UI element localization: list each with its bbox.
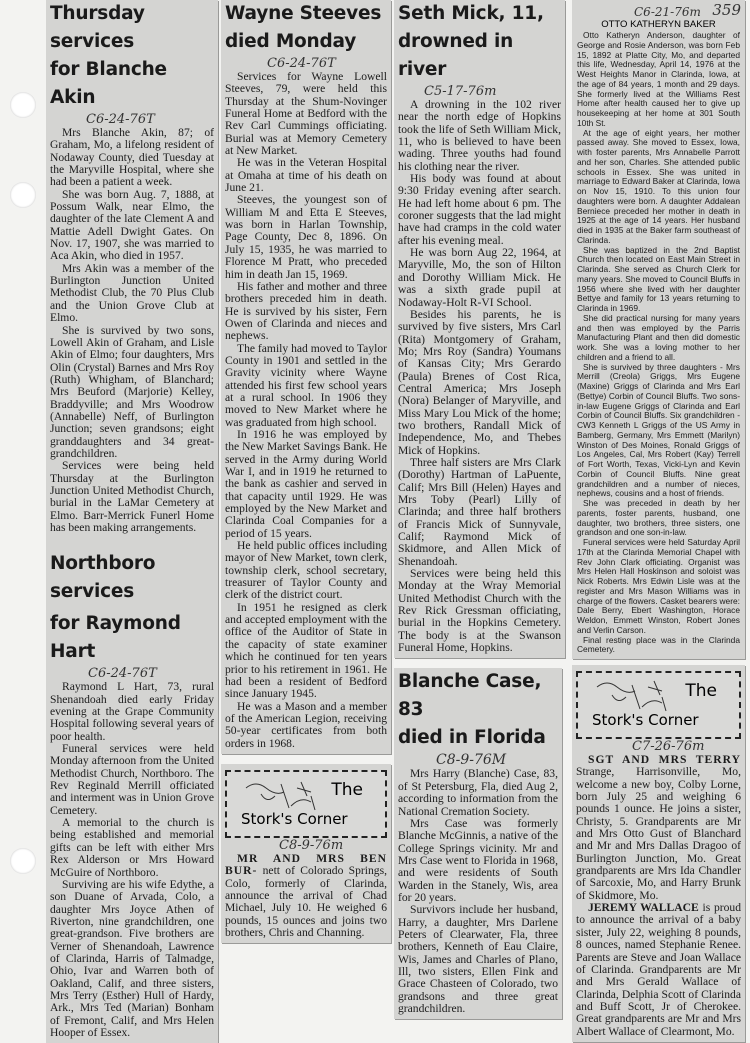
announcement-lead: MR AND MRS BEN BUR-	[225, 851, 387, 878]
headline: for Raymond Hart	[50, 613, 181, 663]
article-body	[221, 71, 391, 750]
article-paragraph: Funeral services were held Saturday April 17th at the Clarinda Memorial Chapel with Rev John Clark officiating. Organist was Mrs Helen Hall Hoskinson and soloist was Nick Roberts. Mrs Edwin Lisle was at the register and Mrs Mason Williams was in charge of the flowers. Casket bearers were: Dale Berry, Ebert Washington, Horace Weldon, Emmett Winston, Robert Jones and Verlin Carson.	[577, 537, 740, 635]
headline: Thursday services	[50, 3, 145, 52]
article-paragraph: Services for Wayne Lowell Steeves, 79, were held this Thursday at the Shum-Novinger Funeral Home at Bedford with the Rev Carl Cummings officiating. Burial was at Memory Cemetery at New Market.	[225, 70, 387, 158]
article-paragraph: Services were being held this Monday at the Wray Memorial United Methodist Church with the Rev Rick Gressman officiating, burial in the Hopkins Cemetery. The body is at the Swanson Funeral Home, Hopkins.	[398, 567, 561, 655]
article-body	[46, 681, 218, 1039]
article-body	[46, 127, 218, 534]
article-body	[221, 853, 391, 939]
article-paragraph: At the age of eight years, her mother passed away. She moved to Essex, Iowa, with foster parents, Mrs Annabelle Parrott and her son, Charles. She attended public schools in Essex. She was united in marriage to Edward Baker at Clarinda, Iowa on Nov 15, 1910. To this union four daughters were born. A daughter Addalean Berniece preceded her mother in death in 1925 at the age of 14 years. Her husband died in 1935 at the Baker farm southeast of Clarinda.	[577, 127, 740, 245]
clipping-akin-hart	[46, 0, 218, 1043]
article-paragraph: Surviving are his wife Edythe, a son Duane of Arvada, Colo, a daughter Mrs Joyce Athen of Riverton, nine grandchildren, one great-grandson. Five brothers are Verner of Shenandoah, Lawrence of Clarinda, Harris of Talmadge, Ohio, Ivar and Warren both of Oakland, Calif, and three sisters, Mrs Terry (Esther) Hull of Hardy, Ark., Mrs Ted (Marian) Bonham of Fremont, Calif, and Mrs Helen Hooper of Essex.	[50, 877, 214, 1039]
announcement-text: nett of Colorado Springs, Colo, formerly of Clarinda, announce the arrival of Chad Michael, July 10. He weighed 6 pounds, 15 ounces and joins two brothers, Chris and Channing.	[225, 864, 387, 939]
article-paragraph: His body was found at about 9:30 Friday evening after search. He had left home about 6 pm. The coroner suggests that the lad might have had cramps in the cold water after his evening meal.	[398, 172, 561, 247]
article-paragraph: Mrs Harry (Blanche) Case, 83, of St Petersburg, Fla, died Aug 2, according to information from the National Cremation Society.	[398, 767, 558, 818]
headline: OTTO KATHERYN BAKER	[601, 19, 716, 30]
column-4	[572, 0, 745, 1042]
headline: died in Florida	[398, 727, 546, 749]
article-paragraph: A drowning in the 102 river near the north edge of Hopkins took the life of Seth William Mick, 11, who is believed to have been wading. Three youths had found his clothing near the river.	[398, 98, 561, 173]
article-paragraph: She is survived by three daughters - Mrs Merrill (Creola) Griggs, Mrs Eugene (Maxine) Griggs of Clarinda and Mrs Earl (Bettye) Corbin of Council Bluffs. Two sons-in-law Eugene Griggs of Clarinda and Earl Corbin of Council Bluffs. Six grandchildren - CW3 Kenneth L Griggs of the US Army in Bamberg, Germany, Mrs Emmett (Marilyn) Winston of Des Moines, Ronald Griggs of Los Angeles, Cal, Mrs Robert (Kay) Terrell of Fort Worth, Texas, Vicki-Lyn and Kevin Corbin of Council Bluffs. Nine great grandchildren and a number of nieces, nephews, cousins and a host of friends.	[577, 361, 740, 499]
article-paragraph: Besides his parents, he is survived by five sisters, Mrs Carl (Rita) Montgomery of Graham, Mo; Mrs Roy (Sandra) Youmans of Kansas City; Mrs Gerardo (Paula) Brenes of Cost Rica, Central America; Mrs Joseph (Nora) Belanger of Maryville, and Miss Mary Lou Mick of the home; two brothers, Randall Mick of Independence, Mo, and Thebes Mick of Hopkins.	[398, 307, 561, 457]
handwritten-date: C6-24-76T	[88, 666, 157, 682]
headline: died Monday	[225, 31, 357, 52]
stork-title-the: The	[331, 779, 363, 800]
article-paragraph: His father and mother and three brothers preceded him in death. He is survived by his sister, Fern Owen of Clarinda and nieces and nephews.	[225, 279, 387, 343]
column-2	[221, 0, 391, 943]
stork-title-corner: Stork's Corner	[241, 809, 348, 828]
handwritten-date: C7-26-76m	[632, 739, 705, 754]
article-paragraph: She was preceded in death by her parents, foster parents, husband, one daughter, two brothers, three sisters, one grandson and one son-in-law.	[577, 498, 740, 538]
article-body	[572, 31, 745, 655]
article-paragraph: The family had moved to Taylor County in 1901 and settled in the Gravity vicinity where Wayne attended his first few school years at a rural school. In 1906 they moved to New Market where he was graduated from high school.	[225, 341, 387, 429]
headline: Seth Mick, 11,	[398, 3, 544, 24]
article-paragraph: She is survived by two sons, Lowell Akin of Graham, and Lisle Akin of Elmo; four daughters, Mrs Olin (Crystal) Barnes and Mrs Roy (Ruth) Whigham, of Blanchard; Mrs Beuford (Marjorie) Kelley, Braddyville; and Mrs Woodrow (Annabelle) Neff, of Burlington Junction; seven grandsons; eight granddaughters and 34 great-grandchildren.	[50, 323, 214, 460]
handwritten-date: C6-24-76T	[86, 112, 155, 127]
article-body	[394, 768, 562, 1015]
stork-corner-banner	[576, 671, 741, 739]
headline: Northboro services	[50, 553, 156, 603]
announcement-text: is proud to announce the arrival of a baby sister, July 22, weighing 8 pounds, 8 ounces, named Stephanie Renee. Parents are Steve and Joan Wallace of Clarinda. Grandparents are Mr and Mrs Gerald Wallace of Clarinda, Delphia Scott of Clarinda and Buff Scott, Jr of Cherokee. Great grandparents are Mr and Mrs Albert Wallace of Clearmont, Mo.	[576, 901, 742, 1038]
binder-hole	[10, 182, 36, 208]
announcement-lead: SGT AND MRS TERRY	[588, 753, 741, 766]
article-paragraph: Mrs Akin was a member of the Burlington Junction United Methodist Club, the 70 Plus Club and the Union Grove Club at Elmo.	[50, 261, 214, 325]
page-number: 359	[712, 1, 741, 19]
article-paragraph: He was in the Veteran Hospital at Omaha at time of his death on June 21.	[225, 156, 387, 195]
article-paragraph: Final resting place was in the Clarinda Cemetery.	[577, 634, 740, 655]
article-paragraph: She was baptized in the 2nd Baptist Church then located on East Main Street in Clarinda. She served as Church Clerk for many years. She moved to Council Bluffs in 1956 where she lived with her daughter Bettye and family for 13 years returning to Clarinda in 1969.	[577, 244, 740, 313]
article-paragraph: Raymond L Hart, 73, rural Shenandoah died early Friday evening at the Grape Community Hospital following several years of poor health.	[50, 680, 214, 743]
article-paragraph: A memorial to the church is being established and memorial gifts can be left with either Mrs Rex Alderson or Mrs Howard McGuire of Northboro.	[50, 816, 214, 879]
article-paragraph: He was a Mason and a member of the American Legion, receiving 50-year certificates from both orders in 1968.	[225, 699, 387, 750]
article-paragraph: Survivors include her husband, Harry, a daughter, Mrs Darlene Peters of Clearwater, Fla, three brothers, Kenneth of Eau Claire, Wis, James and Charles of Plano, Ill, two sisters, Ellen Fink and Grace Chasteen of Colorado, two grandsons and three great grandchildren.	[398, 903, 558, 1015]
article-paragraph: In 1951 he resigned as clerk and accepted employment with the office of the Auditor of State in the capacity of state examiner which he continued for ten years prior to his retirement in 1961. He had been a resident of Bedford since January 1945.	[225, 600, 387, 701]
handwritten-date: C6-24-76T	[267, 56, 336, 71]
stork-corner-banner	[225, 770, 387, 838]
headline: Wayne Steeves	[225, 3, 382, 24]
article-paragraph: In 1916 he was employed by the New Market Savings Bank. He served in the Army during World War I, and in 1919 he returned to the bank as cashier and served in that capacity until 1929. He was employed by the New Market and Clarinda Coal Companies for a period of 15 years.	[225, 427, 387, 540]
handwritten-date: C6-21-76m	[634, 5, 701, 19]
article-paragraph: Mrs Case was formerly Blanche McGinnis, a native of the College Springs vicinity. Mr and Mrs Case went to Florida in 1968, and were residents of South Warden in the Stanely, Wis, area for 20 years.	[398, 816, 558, 904]
article-paragraph: Mrs Blanche Akin, 87; of Graham, Mo, a lifelong resident of Nodaway County, died Tuesday at the Maryville Hospital, where she had been a patient a week.	[50, 126, 214, 189]
article-body	[572, 754, 745, 1038]
stork-title-corner: Stork's Corner	[592, 711, 699, 729]
article-paragraph: She was born Aug. 7, 1888, at Possum Walk, near Elmo, the daughter of the late Clement A and Mattie Adell Dwight Gates. On Nov. 17, 1907, she was married to Aca Akin, who died in 1957.	[50, 187, 214, 263]
column-1	[46, 0, 218, 1043]
article-paragraph: Three half sisters are Mrs Clark (Dorothy) Hartman of LaPuente, Calif; Mrs Bill (Helen) Hayes and Mrs Toby (Pearl) Lilly of Clarinda; and three half brothers of Francis Mick of Sunnyvale, Calif; Raymond Mick of Skidmore, and Allen Mick of Shenandoah.	[398, 455, 561, 568]
article-paragraph: She did practical nursing for many years and then was employed by the Parris Manufacturing Plant and then did domestic work. She was a loving mother to her children and a friend to all.	[577, 312, 740, 362]
headline: Blanche Case, 83	[398, 671, 542, 721]
article-paragraph: Services were being held Thursday at the Burlington Junction United Methodist Church, burial in the LaMar Cemetery at Elmo. Barr-Merrick Funerl Home has been making arrangements.	[50, 459, 214, 534]
clipping-steeves	[221, 0, 391, 754]
article-body	[394, 99, 565, 654]
clipping-case	[394, 668, 562, 1019]
clipping-stork-corner-burnett	[221, 764, 391, 943]
handwritten-date: C8-9-76M	[436, 752, 507, 769]
clipping-header-row	[572, 0, 745, 19]
headline: drowned in river	[398, 31, 514, 80]
headline: for Blanche Akin	[50, 59, 167, 108]
clipping-mick	[394, 0, 565, 658]
clipping-baker	[572, 0, 745, 659]
article-paragraph: Steeves, the youngest son of William M and Etta E Steeves, was born in Harlan Township, Page County, Dec 8, 1896. On July 15, 1935, he was married to Florence M Pratt, who preceded him in death Jan 15, 1969.	[225, 193, 387, 281]
article-paragraph: He was born Aug 22, 1964, at Maryville, Mo, the son of Hilton and Dorothy William Mick. He was a sixth grade pupil at Nodaway-Holt R-VI School.	[398, 246, 561, 309]
binder-hole	[10, 92, 36, 118]
announcement-lead: JEREMY WALLACE	[588, 901, 699, 915]
binder-hole	[10, 848, 36, 874]
article-paragraph: Otto Katheryn Anderson, daughter of George and Rosie Anderson, was born Feb 15, 1892 at Platte City, Mo, and departed this life, Wednesday, April 14, 1976 at the West Heights Manor in Clarinda, Iowa, at the age of 84 years, 1 month and 29 days. She formerly lived at the Williams Rest Home after health caused her to give up housekeeping at her home at 301 South 10th St.	[577, 30, 740, 128]
announcement-text: Strange, Harrisonville, Mo, welcome a new boy, Colby Lorne, born July 25 and weighing 6 pounds 1 ounce. He joins a sister, Christy, 5. Grandparents are Mr and Mrs Otto Gust of Blanchard and Mr and Mrs Dallas Dragoo of Burlington Junction, Mo. Great grandparents are Mrs Ida Chandler of Sarcoxie, Mo, and Harry Brunk of Skidmore, Mo.	[576, 765, 741, 902]
handwritten-date: C5-17-76m	[424, 84, 497, 99]
stork-title-the: The	[685, 681, 717, 701]
article-paragraph: He held public offices including mayor of New Market, town clerk, township clerk, school secretary, treasurer of Taylor County and clerk of the district court.	[225, 539, 387, 602]
article-paragraph: Funeral services were held Monday afternoon from the United Methodist Church, Northboro. The Rev Reginald Merrill officiated and interment was in Union Grove Cemetery.	[50, 742, 214, 817]
clipping-stork-corner-strange-wallace	[572, 665, 745, 1042]
column-3	[394, 0, 565, 1019]
handwritten-date: C8-9-76m	[279, 837, 344, 853]
